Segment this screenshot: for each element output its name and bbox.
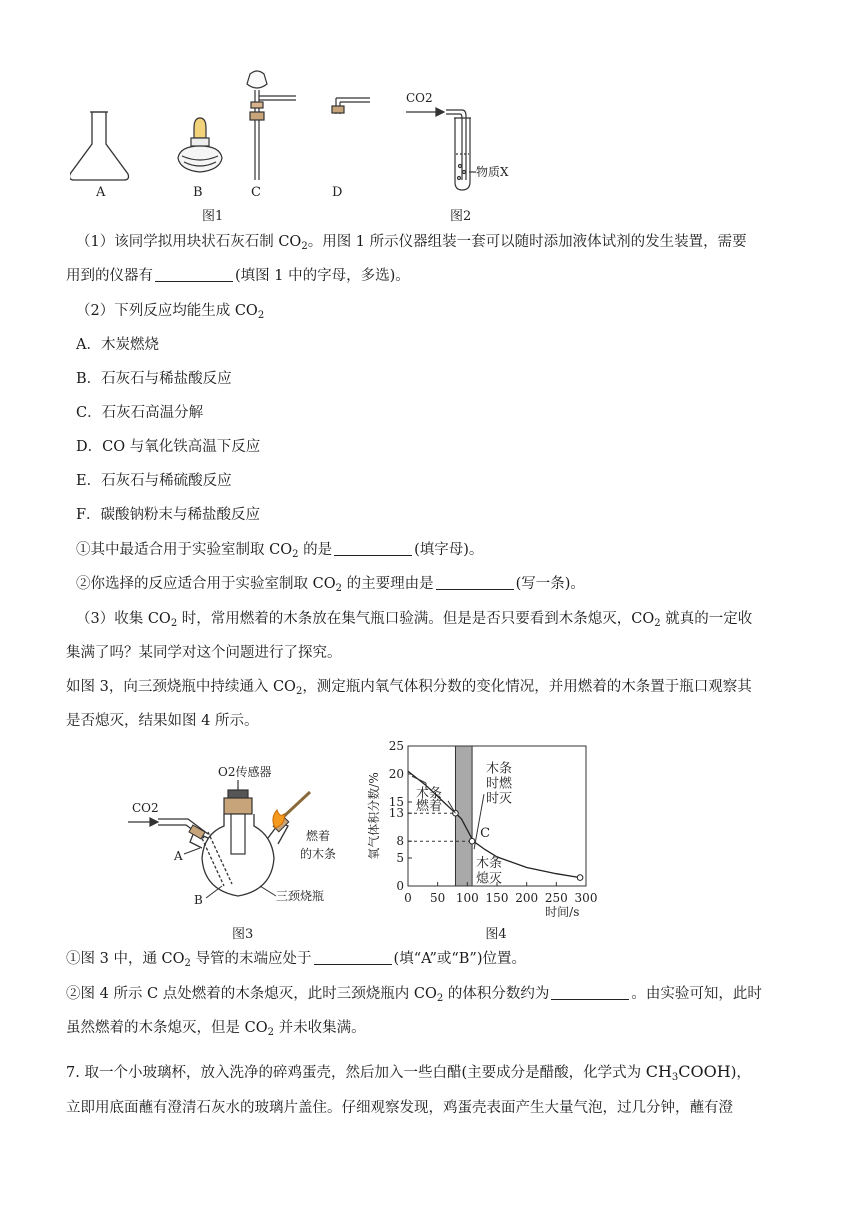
fig1-label-b: B	[193, 185, 203, 200]
y-tick-label: 13	[388, 806, 404, 821]
figure-3	[120, 762, 360, 944]
q1-line1: （1）该同学拟用块状石灰石制 $CO_2$。用图 1 所示仪器组装一套可以随时添加液体试剂的发生装置，需要	[76, 234, 747, 252]
x-tick-label: 100	[455, 891, 479, 905]
fig3-stick-label-2: 的木条	[300, 847, 337, 861]
fig3-stick-label-1: 燃着	[306, 829, 331, 843]
q1-line2: 用到的仪器有 (填图 1 中的字母，多选)。	[66, 268, 410, 284]
q3-sub1: ①图 3 中，通 $CO_2$ 导管的末端应处于 (填“A”或“B”)位置。	[66, 951, 526, 969]
y-tick-label: 0	[396, 879, 404, 893]
x-axis-label: 时间/s	[545, 905, 580, 919]
annotation-flicker-2: 时燃	[486, 776, 513, 792]
x-tick-label: 150	[485, 891, 509, 905]
separatory-funnel-icon	[247, 71, 296, 180]
x-tick-label: 50	[430, 891, 446, 905]
fig1-label-d: D	[332, 185, 343, 200]
q2-option-f: F．碳酸钠粉末与稀盐酸反应	[76, 507, 261, 523]
q3-line1: （3）收集 $CO_2$ 时，常用燃着的木条放在集气瓶口验满。但是是否只要看到木条熄灭，$CO_2$ 就真的一定收	[76, 611, 753, 629]
answer-blank-q3-2[interactable]	[551, 985, 629, 1000]
bent-tube-icon	[332, 98, 370, 114]
y-tick-label: 8	[396, 834, 404, 849]
q7-line2: 立即用底面蘸有澄清石灰水的玻璃片盖住。仔细观察发现，鸡蛋壳表面产生大量气泡，过几分钟，蘸有澄	[66, 1100, 733, 1116]
annotation-flicker-1: 木条	[486, 761, 513, 777]
fig2-co2-label: CO2	[406, 91, 433, 105]
q2-option-a: A．木炭燃烧	[76, 337, 159, 353]
test-tube-icon	[446, 110, 476, 190]
conical-flask-icon	[70, 112, 129, 180]
annotation-leader	[412, 776, 426, 783]
fig2-caption: 图2	[450, 209, 472, 222]
fig1-caption: 图1	[202, 209, 224, 222]
q3-line4: 是否熄灭，结果如图 4 所示。	[66, 713, 259, 729]
annotation-burning-1: 木条	[416, 786, 443, 802]
x-tick-label: 200	[515, 891, 539, 905]
fig3-flask-label: 三颈烧瓶	[276, 889, 325, 903]
fig3-label-a: A	[174, 849, 183, 863]
q3-line3: 如图 3，向三颈烧瓶中持续通入 $CO_2$，测定瓶内氧气体积分数的变化情况，并用燃着的木条置于瓶口观察其	[66, 679, 752, 697]
answer-blank-q3-1[interactable]	[314, 950, 392, 965]
annotation-burning-2: 燃着	[416, 798, 443, 814]
point-label-c: C	[480, 826, 491, 842]
y-axis-label: 氧气体积分数/%	[367, 772, 381, 860]
answer-blank-q1[interactable]	[155, 267, 233, 282]
q7-line1: 7. 取一个小玻璃杯，放入洗净的碎鸡蛋壳，然后加入一些白醋(主要成分是醋酸，化学式为 $CH_3COOH$)，	[66, 1062, 751, 1083]
q3-line2: 集满了吗？某同学对这个问题进行了探究。	[66, 645, 342, 661]
x-tick-label: 300	[574, 891, 598, 905]
data-point	[577, 875, 583, 881]
x-tick-label: 0	[404, 891, 412, 905]
answer-blank-q2-1[interactable]	[334, 541, 412, 556]
alcohol-lamp-icon	[178, 118, 222, 172]
q2-stem: （2）下列反应均能生成 $CO_2$	[76, 303, 265, 321]
fig4-caption: 图4	[485, 927, 507, 942]
fig3-label-b: B	[194, 893, 203, 907]
q2-sub1: ①其中最适合用于实验室制取 $CO_2$ 的是 (填字母)。	[76, 542, 484, 560]
fig3-caption: 图3	[232, 927, 254, 942]
y-tick-label: 20	[388, 767, 404, 781]
y-tick-label: 5	[396, 851, 404, 865]
y-tick-label: 15	[388, 795, 404, 809]
q2-option-d: D．CO 与氧化铁高温下反应	[76, 439, 261, 455]
arrow-icon	[406, 108, 444, 116]
x-tick-label: 250	[544, 891, 568, 905]
figure-4-chart	[360, 734, 610, 946]
q3-sub2: ②图 4 所示 C 点处燃着的木条熄灭，此时三颈烧瓶内 $CO_2$ 的体积分数约为 。由实验可知，此时	[66, 986, 762, 1004]
annotation-flicker-3: 时灭	[486, 791, 513, 807]
data-point	[469, 838, 475, 844]
data-point	[453, 810, 459, 816]
fig1-label-c: C	[251, 185, 261, 200]
fig3-sensor-label: O2传感器	[218, 765, 272, 779]
annotation-out-2: 熄灭	[476, 871, 503, 887]
q2-option-b: B．石灰石与稀盐酸反应	[76, 371, 232, 387]
q3-sub2-line2: 虽然燃着的木条熄灭，但是 $CO_2$ 并未收集满。	[66, 1020, 366, 1038]
fig1-label-a: A	[96, 185, 106, 200]
sensor-icon	[224, 780, 252, 854]
answer-blank-q2-2[interactable]	[436, 575, 514, 590]
acetic-acid-formula: $CH_3COOH$	[645, 1062, 731, 1083]
figure-1-2	[70, 62, 530, 222]
q2-option-c: C．石灰石高温分解	[76, 405, 204, 421]
q2-option-e: E．石灰石与稀硫酸反应	[76, 473, 232, 489]
y-tick-label: 25	[388, 739, 404, 753]
fig3-co2-label: CO2	[132, 801, 159, 815]
annotation-out-1: 木条	[476, 855, 503, 871]
q2-sub2: ②你选择的反应适合用于实验室制取 $CO_2$ 的主要理由是 (写一条)。	[76, 576, 585, 594]
arrow-icon	[128, 818, 158, 826]
burning-stick-icon	[273, 792, 310, 828]
fig2-substance-label: 物质X	[476, 165, 509, 179]
